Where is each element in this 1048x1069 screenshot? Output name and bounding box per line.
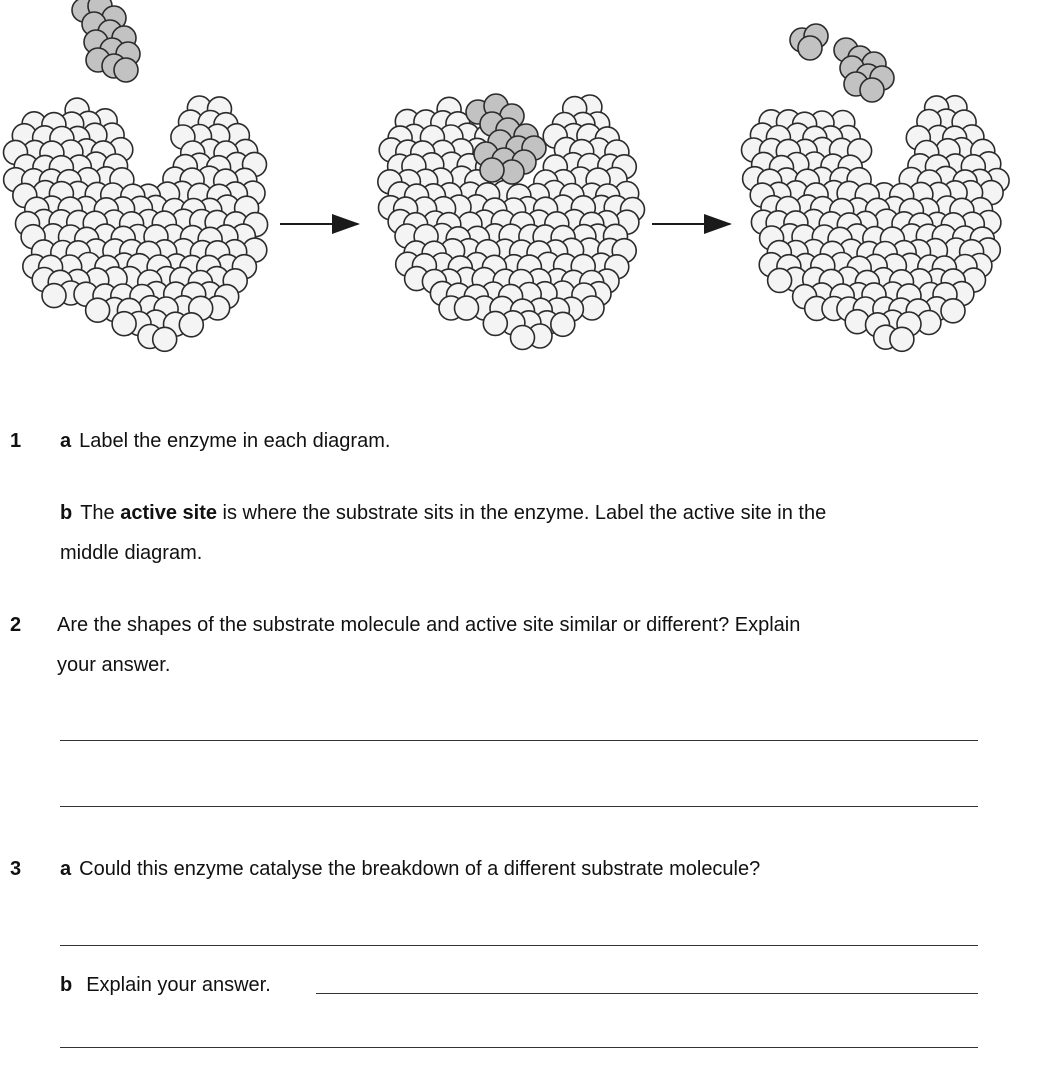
q1-number: 1 — [10, 430, 22, 452]
answer-line-q3a[interactable] — [60, 945, 978, 946]
q1b-pre: The — [80, 502, 121, 524]
enzyme-diagram — [0, 0, 1048, 380]
q3b-prompt: Explain your answer. — [86, 974, 271, 996]
product-right-a — [790, 24, 828, 60]
q2-prompt: Are the shapes of the substrate molecule and active site similar or different? Explain — [57, 614, 801, 636]
q2-number: 2 — [10, 614, 22, 636]
q1a-text — [60, 429, 390, 453]
q1b-continuation: middle diagram. — [60, 542, 203, 564]
q2-prompt-continuation: your answer. — [57, 654, 171, 676]
q3b-text — [60, 973, 271, 997]
q1a-letter: a — [60, 430, 72, 452]
q3-number: 3 — [10, 858, 22, 880]
q3a-letter: a — [60, 858, 72, 880]
substrate-left — [72, 0, 140, 82]
answer-line-q3b[interactable] — [60, 1047, 978, 1048]
enzyme-left — [4, 96, 268, 351]
answer-line-q2-1[interactable] — [60, 740, 978, 741]
q1b-letter: b — [60, 502, 73, 524]
q1b-bold-term: active site — [120, 502, 217, 524]
q1b-text — [60, 501, 826, 525]
q1a-prompt: Label the enzyme in each diagram. — [79, 430, 391, 452]
enzyme-right — [742, 96, 1010, 352]
product-right-b — [834, 38, 894, 102]
answer-line-q3b-inline[interactable] — [316, 993, 978, 994]
q3b-letter: b — [60, 974, 73, 996]
q3a-text — [60, 857, 760, 881]
q1b-post: is where the substrate sits in the enzyme. Label the active site in the — [216, 502, 827, 524]
answer-line-q2-2[interactable] — [60, 806, 978, 807]
q3a-prompt: Could this enzyme catalyse the breakdown of a different substrate molecule? — [79, 858, 761, 880]
